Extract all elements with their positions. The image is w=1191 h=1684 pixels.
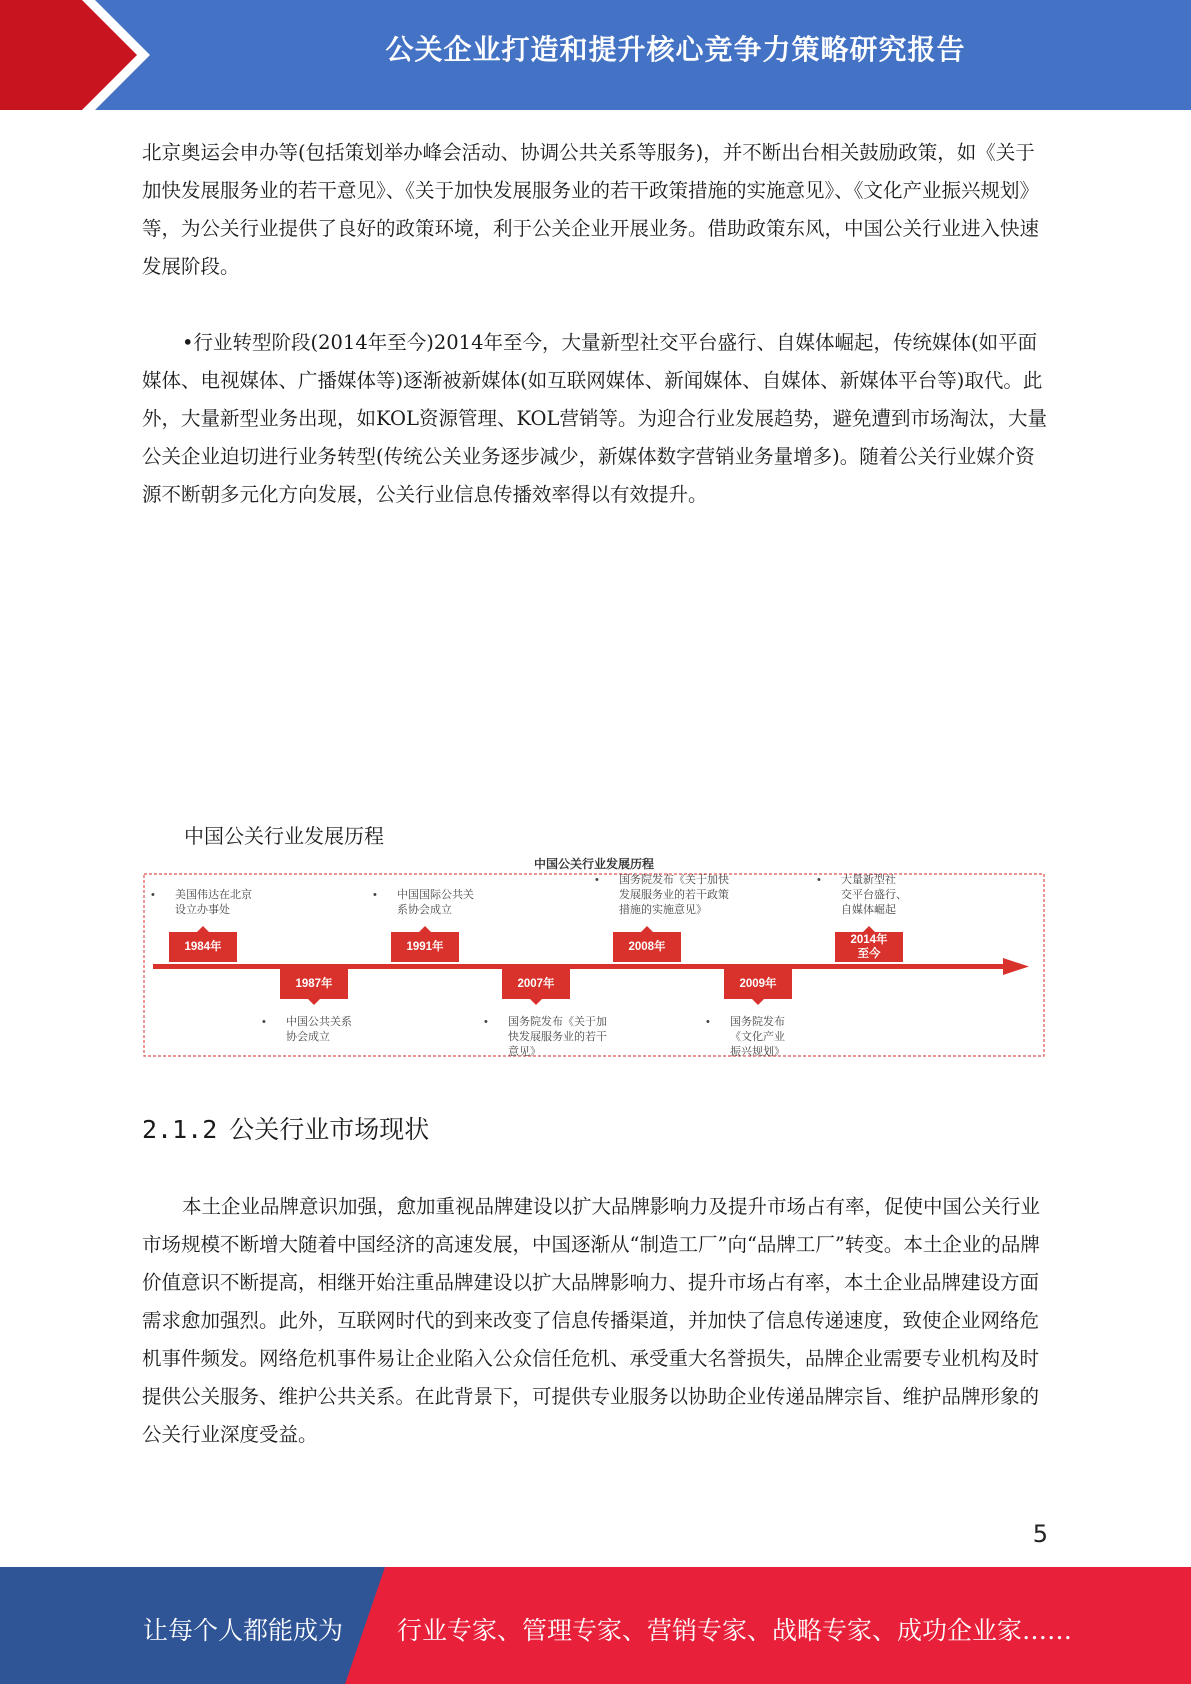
page-footer [0, 1567, 1191, 1684]
timeline-event-description: • 国务院发布 《文化产业 振兴规划》 [730, 1015, 805, 1060]
timeline-flag-pointer-0 [197, 926, 209, 932]
timeline-figure [143, 852, 1045, 1058]
report-title: 公关企业打造和提升核心竞争力策略研究报告 [385, 33, 966, 66]
body-paragraph-3: 本土企业品牌意识加强，愈加重视品牌建设以扩大品牌影响力及提升市场占有率，促使中国公关行业市场规模不断增大随着中国经济的高速发展，中国逐渐从“制造工厂”向“品牌工厂”转变。本土企业的品牌价值意识不断提高，相继开始注重品牌建设以扩大品牌影响力、提升市场占有率，本土企业品牌建设方面需求愈加强烈。此外，互联网时代的到来改变了信息传播渠道，并加快了信息传递速度，致使企业网络危机事件频发。网络危机事件易让企业陷入公众信任危机、承受重大名誉损失，品牌企业需要专业机构及时提供公关服务、维护公共关系。在此背景下，可提供专业服务以协助企业传递品牌宗旨、维护品牌形象的公关行业深度受益。 [142, 1195, 1041, 1446]
timeline-flag-pointer-4 [641, 926, 653, 932]
footer-slogan-right: 行业专家、管理专家、营销专家、战略专家、成功企业家…… [397, 1616, 1073, 1645]
section-number: 2.1.2 [142, 1115, 218, 1144]
page-header [0, 0, 1191, 110]
timeline-event-description: • 中国公共关系 协会成立 [286, 1015, 366, 1045]
timeline-flag-pointer-3 [530, 999, 542, 1005]
timeline-year-label: 2008年 [628, 941, 666, 953]
timeline-year-label: 2007年 [517, 978, 555, 990]
timeline-flag-pointer-2 [419, 926, 431, 932]
page-number: 5 [1032, 1520, 1048, 1548]
timeline-year-label: 1991年 [406, 941, 444, 953]
timeline-arrowhead [1003, 958, 1029, 975]
timeline-year-label: 1987年 [295, 978, 333, 990]
timeline-event-description: • 国务院发布《关于加 快发展服务业的若干 意见》 [508, 1015, 628, 1060]
timeline-flag-pointer-6 [863, 926, 875, 932]
figure-caption: 中国公关行业发展历程 [184, 824, 384, 848]
timeline-year-label: 2009年 [739, 978, 777, 990]
timeline-year-label: 2014年 至今 [850, 934, 888, 960]
timeline-flag-pointer-5 [752, 999, 764, 1005]
timeline-event-description: • 中国国际公共关 系协会成立 [397, 888, 487, 918]
body-paragraph-2: •行业转型阶段(2014年至今)2014年至今，大量新型社交平台盛行、自媒体崛起，传统媒体(如平面媒体、电视媒体、广播媒体等)逐渐被新媒体(如互联网媒体、新闻媒体、自媒体、新媒体平台等)取代。此外，大量新型业务出现，如KOL资源管理、KOL营销等。为迎合行业发展趋势，避免遭到市场淘汰，大量公关企业迫切进行业务转型(传统公关业务逐步减少，新媒体数字营销业务量增多)。随着公关行业媒介资源不断朝多元化方向发展，公关行业信息传播效率得以有效提升。 [142, 331, 1047, 506]
timeline-year-label: 1984年 [184, 941, 222, 953]
footer-slogan-left: 让每个人都能成为 [143, 1616, 344, 1645]
timeline-flag-pointer-1 [308, 999, 320, 1005]
timeline-title: 中国公关行业发展历程 [533, 857, 654, 871]
timeline-event-description: • 大量新型社 交平台盛行、 自媒体崛起 [841, 873, 921, 918]
body-paragraph-1: 北京奥运会申办等(包括策划举办峰会活动、协调公共关系等服务)，并不断出台相关鼓励政策，如《关于加快发展服务业的若干意见》、《关于加快发展服务业的若干政策措施的实施意见》、《文化产业振兴规划》等，为公关行业提供了良好的政策环境，利于公关企业开展业务。借助政策东风，中国公关行业进入快速发展阶段。 [142, 141, 1040, 278]
timeline-axis [153, 964, 1013, 969]
timeline-event-description: • 美国伟达在北京 设立办事处 [175, 888, 265, 918]
section-heading [142, 1110, 429, 1146]
section-title: 公关行业市场现状 [229, 1115, 430, 1144]
timeline-event-description: • 国务院发布《关于加快 发展服务业的若干政策 措施的实施意见》 [619, 873, 744, 918]
